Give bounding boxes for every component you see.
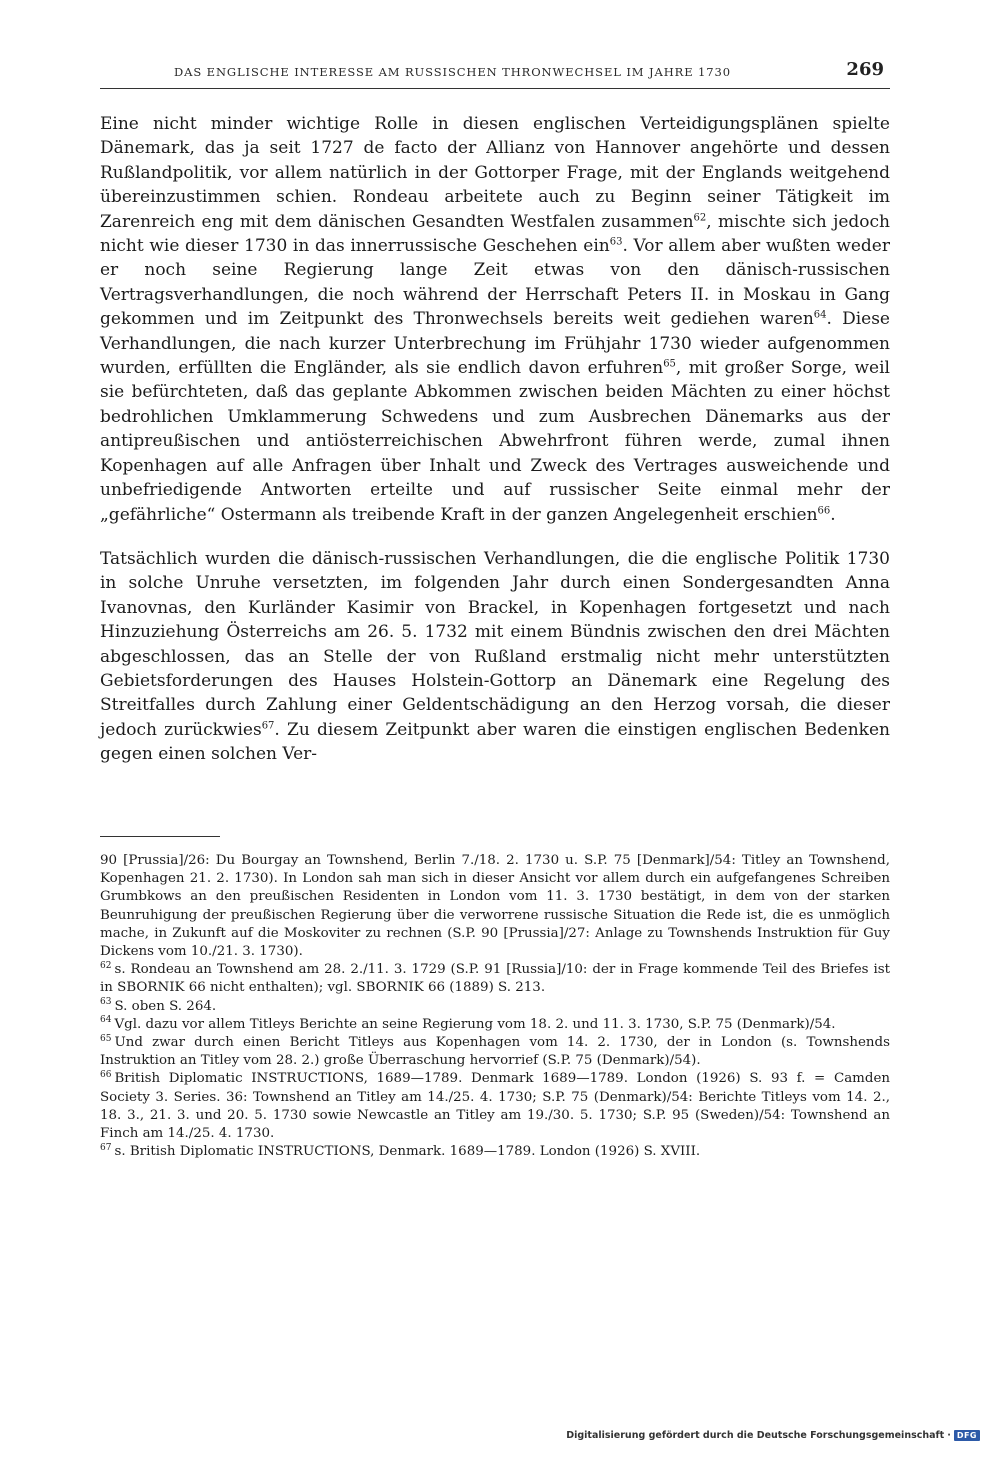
body-text <box>100 112 890 787</box>
footnote-ref: 66 <box>817 504 831 516</box>
footnote-number: 65 <box>100 1033 112 1044</box>
footnote-text: Und zwar durch einen Bericht Titleys aus Kopenhagen vom 14. 2. 1730, der in London (s. Townshends Instruktion an Titley vom 28. 2.) große Überraschung hervorrief (S.P. 75 (Denmark)/54). <box>100 1035 890 1069</box>
footnotes <box>100 852 890 1161</box>
footnote <box>100 1070 890 1143</box>
credit-text: Digitalisierung gefördert durch die Deutsche Forschungsgemeinschaft <box>566 1430 945 1441</box>
footnote-number: 66 <box>100 1069 112 1080</box>
footnote <box>100 961 890 997</box>
footnote <box>100 998 890 1016</box>
dfg-logo-icon: DFG <box>954 1430 980 1441</box>
footnote-text: Vgl. dazu vor allem Titleys Berichte an seine Regierung vom 18. 2. und 11. 3. 1730, S.P. 75 (Denmark)/54. <box>114 1016 836 1032</box>
footnote <box>100 1034 890 1070</box>
footnote-number: 67 <box>100 1142 112 1153</box>
footnote-ref: 64 <box>813 309 827 321</box>
footnote-ref: 67 <box>261 720 275 732</box>
footnote-ref: 65 <box>663 358 676 370</box>
footnote-text: s. Rondeau an Townshend am 28. 2./11. 3. 1729 (S.P. 91 [Russia]/10: der in Frage kommende Teil des Briefes ist in SBORNIK 66 nicht enthalten); vgl. SBORNIK 66 (1889) S. 213. <box>100 962 890 996</box>
body-paragraph <box>100 112 890 527</box>
footnote-separator <box>100 836 220 837</box>
paragraph-text: . Diese Verhandlungen, die nach kurzer Unterbrechung im Frühjahr 1730 wieder aufgenommen wurden, erfüllten die Engländer, als sie endlich davon erfuhren <box>100 309 890 379</box>
paragraph-text: . Vor allem aber wußten weder er noch seine Regierung lange Zeit etwas von den dänisch-russischen Vertragsverhandlungen, die noch während der Herrschaft Peters II. in Moskau in Gang gekommen und im Zeitpunkt des Thronwechsels bereits weit gediehen waren <box>100 236 890 330</box>
footnote-text: s. British Diplomatic INSTRUCTIONS, Denmark. 1689—1789. London (1926) S. XVIII. <box>114 1144 701 1160</box>
paragraph-text: , mit großer Sorge, weil sie befürchteten, daß das geplante Abkommen zwischen beiden Mächten zu einer höchst bedrohlichen Umklammerung Schwedens und zum Ausbrechen Dänemarks aus der antipreußischen und antiösterreichischen Abwehrfront führen werde, zumal ihnen Kopenhagen auf alle Anfragen über Inhalt und Zweck des Vertrages ausweichende und unbefriedigende Antworten erteilte und auf russischer Seite einmal mehr der „gefährliche“ Ostermann als treibende Kraft in der ganzen Angelegenheit erschien <box>100 358 890 525</box>
footnote-text: 90 [Prussia]/26: Du Bourgay an Townshend, Berlin 7./18. 2. 1730 u. S.P. 75 [Denmark]/54: Titley an Townshend, Kopenhagen 21. 2. 1730). In London sah man sich in dieser Ansicht vor allem durch ein aufgefangenes Schreiben Grumbkows an den preußischen Residenten in London vom 11. 3. 1730 bestätigt, in dem von der starken Beunruhigung der preußischen Regierung über die verworrene russische Situation die Rede ist, die es unmöglich mache, in Zukunft auf die Moskoviter zu rechnen (S.P. 90 [Prussia]/27: Anlage zu Townshends Instruktion für Guy Dickens vom 10./21. 3. 1730). <box>100 853 890 960</box>
footnote-text: S. oben S. 264. <box>114 998 217 1014</box>
paragraph-text: , mischte sich jedoch nicht wie dieser 1730 in das innerrussische Geschehen ein <box>100 211 890 257</box>
running-title: DAS ENGLISCHE INTERESSE AM RUSSISCHEN THRONWECHSEL IM JAHRE 1730 <box>174 65 731 79</box>
paragraph-text: Tatsächlich wurden die dänisch-russischen Verhandlungen, die die englische Politik 1730 in solche Unruhe versetzten, im folgenden Jahr durch einen Sondergesandten Anna Ivanovnas, den Kurländer Kasimir von Brackel, in Kopenhagen fortgesetzt und nach Hinzuziehung Österreichs am 26. 5. 1732 mit einem Bündnis zwischen den drei Mächten abgeschlossen, das an Stelle der von Rußland erstmalig nicht mehr unterstützten Gebietsforderungen des Hauses Holstein-Gottorp an Dänemark eine Regelung des Streitfalles durch Zahlung einer Geldentschädigung an den Herzog vorsah, die dieser jedoch zurückwies <box>100 548 890 740</box>
paragraph-text: . <box>830 504 836 525</box>
footnote <box>100 1143 890 1161</box>
footnote-number: 64 <box>100 1015 112 1026</box>
digitization-credit: Digitalisierung gefördert durch die Deutsche Forschungsgemeinschaft · DFG <box>566 1430 980 1441</box>
body-paragraph <box>100 547 890 767</box>
footnote <box>100 1016 890 1034</box>
footnote-ref: 62 <box>693 211 707 223</box>
footnote-text: British Diplomatic INSTRUCTIONS, 1689—1789. Denmark 1689—1789. London (1926) S. 93 f. = Camden Society 3. Series. 36: Townshend an Titley am 14./25. 4. 1730; S.P. 75 (Denmark)/54: Berichte Titleys vom 14. 2., 18. 3., 21. 3. und 20. 5. 1730 sowie Newcastle an Titley am 19./30. 5. 1730; S.P. 95 (Sweden)/54: Townshend an Finch am 14./25. 4. 1730. <box>100 1071 890 1142</box>
footnote-number: 63 <box>100 997 112 1008</box>
footnote-number: 62 <box>100 960 112 971</box>
footnote-ref: 63 <box>609 236 623 248</box>
paragraph-text: Eine nicht minder wichtige Rolle in diesen englischen Verteidigungsplänen spielte Dänemark, das ja seit 1727 de facto der Allianz von Hannover angehörte und dessen Rußlandpolitik, vor allem natürlich in der Gottorper Frage, mit der Englands weitgehend übereinzustimmen schien. Rondeau arbeitete auch zu Beginn seiner Tätigkeit im Zarenreich eng mit dem dänischen Gesandten Westfalen zusammen <box>100 114 890 232</box>
running-header <box>100 58 890 89</box>
paragraph-text: . Zu diesem Zeitpunkt aber waren die einstigen englischen Bedenken gegen einen solchen Ver- <box>100 719 890 765</box>
page-number: 269 <box>846 59 884 80</box>
footnote <box>100 852 890 961</box>
